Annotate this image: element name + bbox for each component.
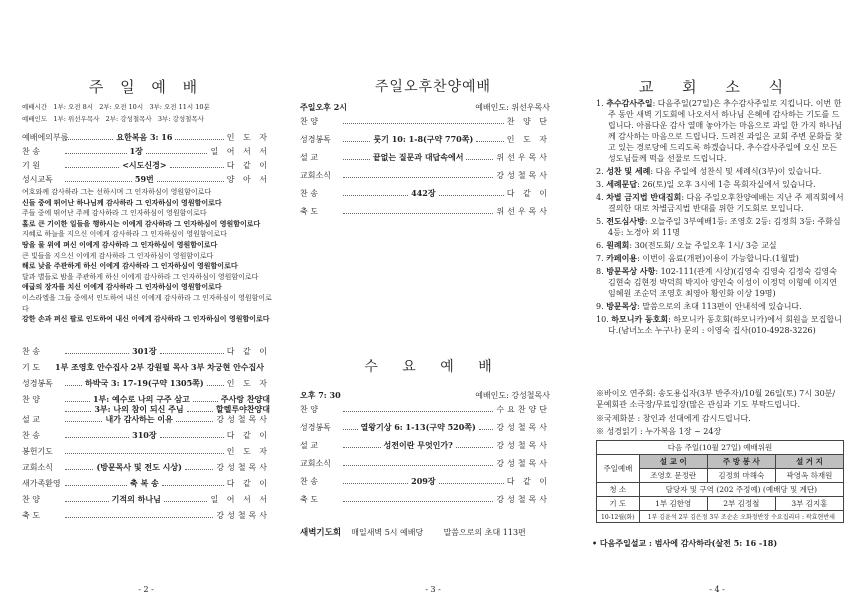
order-label: 성경봉독	[22, 379, 53, 388]
news-text: : 다음주일(27일)은 추수감사주일로 지킵니다. 이번 한주 동안 새벽 기도회에 나오셔서 하나님 은혜에 감사하는 기도를 드립니다. 아름다운 감사 열매 놓아가는 마음으로 과일 한 가지 하나님께 감사하는 마음으로 드립니다. 드려진 과일은 교회 주변 문화들 찾고 있는 경로당에 드리도록 하겠습니다. 추수감사주일에 오신 모든 성도님들께 떡을 선물로 드립니다.	[608, 99, 843, 163]
order-item: 209장	[411, 476, 436, 486]
table-rowhead: 주일예배	[597, 455, 640, 483]
order-row	[22, 146, 270, 160]
table-cell: 기 도	[597, 497, 640, 511]
order-label: 설 교	[300, 153, 318, 162]
service-times: 예배시간 1부: 오전 8시 2부: 오전 10시 3부: 오전 11시 10분	[22, 103, 210, 111]
order-label: 성경봉독	[300, 135, 331, 144]
litany-line: 달과 별들로 밤을 주관하게 하신 이에게 감사하라 그 인자하심이 영원함이로다	[22, 272, 259, 281]
news-text: : 26(토)일 오후 3시에 1층 목회자실에서 있습니다.	[637, 180, 816, 189]
leader-dots	[456, 441, 494, 448]
order-row	[22, 414, 270, 430]
leader-dots	[343, 495, 493, 502]
leader-dots	[65, 495, 109, 502]
order-row	[300, 494, 550, 512]
news-key: 차별 금지법 반대집회	[606, 192, 682, 202]
leader-dots	[65, 463, 93, 470]
order-person: 강성철목사	[496, 459, 550, 468]
leader-dots	[343, 153, 370, 160]
leader-dots	[65, 447, 224, 454]
order-person: 다 같 이	[226, 161, 271, 170]
order-row	[300, 188, 550, 206]
order-label: 찬 송	[300, 189, 318, 198]
litany-line: 애굽의 장자를 치신 이에게 감사하라 그 인자하심이 영원함이로다	[22, 282, 222, 292]
page-number: - 3 -	[425, 585, 441, 594]
wednesday-service-title: 수 요 예 배	[364, 359, 502, 375]
order-item: 59번	[134, 174, 154, 184]
table-cell: 담당자 및 구역 (202 주정예) (예배당 및 계단)	[639, 483, 843, 497]
order-person: 강성철목사	[216, 511, 270, 520]
afternoon-leader: 예배인도: 위선우목사	[475, 103, 550, 112]
litany-line: 여호와께 감사하라 그는 선하시며 그 인자하심이 영원함이로다	[22, 188, 212, 196]
leader-dots	[343, 459, 493, 466]
leader-dots	[343, 135, 370, 142]
news-key: 카페이용	[606, 253, 638, 263]
news-item	[596, 253, 844, 264]
leader-dots	[160, 347, 224, 354]
leader-dots	[476, 135, 503, 142]
order-person: 일 어 서 서	[210, 147, 270, 156]
volunteer-table	[596, 440, 844, 523]
order-person: 위선우목사	[496, 207, 550, 216]
table-cell: 청 소	[597, 483, 640, 497]
leader-dots	[343, 189, 408, 196]
church-news-title: 교 회 소 식	[638, 78, 796, 96]
order-label: 찬 양	[300, 117, 318, 126]
order-item: <시도신경>	[122, 160, 167, 170]
leader-dots	[65, 395, 90, 402]
dawn-prayer-time: 매일새벽 5시 예배당	[351, 528, 424, 537]
litany-line: 해로 낮을 주관하게 하신 이에게 감사하라 그 인자하심이 영원함이로다	[22, 261, 238, 271]
choir-name: 할렐루야찬양대	[215, 404, 271, 414]
order-person: 찬 양 단	[506, 117, 550, 126]
wednesday-order	[300, 404, 550, 512]
page-3-column	[292, 0, 574, 608]
news-text: : 하모니카 동호회(하모니카)에서 회원을 모집합니다.(남녀노소 누구나) 문의 : 이영숙 집사(010-4928-3226)	[608, 315, 842, 335]
order-person: 수요찬양단	[496, 405, 550, 414]
leader-dots	[65, 379, 82, 386]
leader-dots	[162, 479, 224, 486]
order-row	[300, 170, 550, 188]
order-label: 설 교	[22, 415, 40, 424]
leader-dots	[343, 423, 358, 430]
order-row	[300, 422, 550, 440]
news-text: : 오늘주일 3부예배1등: 조영호 2등: 김정희 3등: 주화심 4등: 노경아 외 11명	[608, 217, 841, 237]
litany-line: 이스라엘을 그들 중에서 인도하여 내신 이에게 감사하라 그 인자하심이 영원함이로다	[22, 293, 272, 313]
page-number: - 4 -	[709, 585, 725, 594]
order-label: 교회소식	[300, 171, 331, 180]
news-key: 세례문답	[606, 179, 638, 189]
order-item: 내가 감사하는 이유	[105, 414, 173, 424]
order-row	[22, 462, 270, 478]
table-cell: 곽영옥 하재원	[775, 469, 843, 483]
next-sermon: • 다음주일설교 : 범사에 감사하라(살전 5: 16 -18)	[592, 538, 778, 548]
leader-dots	[65, 415, 102, 422]
order-person: 강성철목사	[496, 171, 550, 180]
order-label: 교회소식	[22, 463, 53, 472]
order-label: 찬 송	[22, 147, 40, 156]
order-of-service-2	[22, 346, 270, 526]
order-item: 442장	[411, 188, 436, 198]
order-row	[300, 152, 550, 170]
news-key: 추수감사주일	[606, 98, 653, 108]
afternoon-order	[300, 116, 550, 224]
table-cell: 조영호 문정란	[639, 469, 707, 483]
news-number: 7.	[596, 254, 604, 263]
order-row	[22, 174, 270, 188]
order-row	[300, 440, 550, 458]
responsive-reading	[22, 187, 272, 325]
news-key: 하모니카 동호회	[611, 314, 669, 324]
choir-row	[22, 394, 270, 414]
wednesday-time: 오후 7: 30	[300, 390, 341, 400]
news-item	[596, 266, 844, 299]
order-label: 예배에의부름	[22, 133, 69, 142]
order-item: 하박국 3: 17-19(구약 1305쪽)	[85, 378, 204, 388]
order-of-service-1	[22, 132, 270, 188]
order-item: 축 복 송	[129, 478, 159, 488]
order-label: 성경봉독	[300, 423, 331, 432]
order-label: 찬 송	[22, 431, 40, 440]
order-person: 양 아 서	[226, 175, 270, 184]
news-number: 10.	[596, 315, 609, 324]
afternoon-service-title: 주일오후찬양예배	[374, 79, 492, 95]
order-item: 기적의 하나님	[111, 494, 161, 504]
news-text: : 다음 주일오후찬양예배는 지난 주 제직회에서 결의한 대로 차별금지법 반대를 위한 기도회로 모입니다.	[608, 193, 844, 213]
news-text: : 30(전도회/ 오늘 주일오후 1시/ 3층 교실	[629, 241, 777, 250]
table-cell: 2부 김정철	[707, 497, 775, 511]
news-number: 2.	[596, 167, 604, 176]
news-key: 성찬 및 세례	[606, 166, 651, 176]
order-person: 강성철목사	[496, 423, 550, 432]
order-label: 교회소식	[300, 459, 331, 468]
litany-line: 주들 중에 뛰어난 주께 감사하라 그 인자하심이 영원함이로다	[22, 209, 207, 218]
news-text: : 다음 주일에 성찬식 및 세례식(3부)이 있습니다.	[650, 167, 822, 176]
order-label: 새가족환영	[22, 479, 61, 488]
leader-dots	[146, 147, 208, 154]
order-person: 인 도 자	[226, 379, 271, 388]
litany-line: 신들 중에 뛰어난 하나님께 감사하라 그 인자하심이 영원함이로다	[22, 197, 222, 207]
news-item	[596, 179, 844, 190]
order-label: 기 원	[22, 161, 40, 170]
litany-line: 큰 빛들을 지으신 이에게 감사하라 그 인자하심이 영원함이로다	[22, 251, 214, 260]
order-row	[22, 494, 270, 510]
order-item: 열왕기상 6: 1-13(구약 520쪽)	[360, 422, 476, 432]
service-leaders: 예배인도 1부: 위선우목사 2부: 강성철목사 3부: 강성철목사	[22, 115, 204, 123]
order-row	[22, 430, 270, 446]
order-item: 룻기 10: 1-8(구약 770쪽)	[373, 134, 474, 144]
leader-dots	[479, 423, 494, 430]
order-person: 다 같 이	[506, 477, 550, 486]
table-cell: 3부 김지홍	[775, 497, 843, 511]
sunday-service-title: 주 일 예 배	[88, 78, 204, 96]
page-4-column	[574, 0, 860, 608]
table-cell: 김정희 마해숙	[707, 469, 775, 483]
dawn-prayer	[300, 526, 550, 538]
bible-reading: ※ 성경읽기 : 누가복음 1장 ~ 24장	[596, 427, 722, 436]
leader-dots	[65, 479, 127, 486]
table-header: 주 방 봉 사	[707, 455, 775, 469]
concert-notice: ※바이오 연주회: 송도용십자(3부 반주자)/10월 26일(토) 7시 30분/ 문예회관 소극장/무료입장(많은 관심과 기도 부탁드립니다.	[596, 389, 836, 409]
order-row	[22, 378, 270, 394]
order-person: 다 같 이	[506, 189, 550, 198]
order-item: 1장	[129, 146, 143, 156]
dawn-prayer-leader: 말씀으로의 초대 113편	[443, 528, 526, 537]
order-row	[300, 476, 550, 494]
leader-dots	[65, 511, 213, 518]
order-label: 축 도	[22, 511, 40, 520]
order-label: 찬 송	[22, 347, 40, 356]
news-item	[596, 166, 844, 177]
news-item	[596, 314, 844, 336]
leader-dots	[343, 405, 493, 412]
order-item: 310장	[132, 430, 157, 440]
leader-dots	[65, 405, 91, 412]
news-item	[596, 240, 844, 251]
order-person: 다 같 이	[226, 347, 270, 356]
order-item: 성전이란 무엇인가?	[383, 440, 453, 450]
leader-dots	[193, 395, 218, 402]
order-person: 강성철목사	[496, 495, 550, 504]
order-label: 찬 송	[300, 477, 318, 486]
news-item	[596, 192, 844, 214]
afternoon-time: 주일오후 2시	[300, 102, 347, 112]
dawn-prayer-name: 새벽기도회	[300, 528, 342, 538]
leader-dots	[343, 477, 408, 484]
leader-dots	[187, 405, 213, 412]
news-number: 5.	[596, 217, 604, 226]
order-label: 봉헌기도	[22, 447, 53, 456]
news-text: : 이번이 음료(개편)이용이 가능합니다.(1월말)	[637, 254, 799, 263]
news-key: 방문목상 사항	[606, 266, 656, 276]
leader-dots	[343, 117, 504, 124]
leader-dots	[65, 431, 129, 438]
news-item	[596, 216, 844, 238]
order-person: 위선우목사	[496, 153, 550, 162]
news-number: 6.	[596, 241, 604, 250]
news-key: 전도심사방	[606, 216, 645, 226]
order-person: 다 같 이	[226, 479, 271, 488]
leader-dots	[65, 175, 132, 182]
order-label: 찬 양	[22, 495, 40, 504]
news-number: 8.	[596, 267, 604, 276]
table-cell: 1부 김한영	[639, 497, 707, 511]
wednesday-service-header	[300, 390, 550, 401]
wednesday-leader: 예배인도: 강성철목사	[475, 391, 550, 400]
order-item: 요한복음 3: 16	[116, 132, 173, 142]
order-person: 강성철목사	[216, 415, 271, 424]
news-item	[596, 98, 844, 164]
leader-dots	[207, 379, 224, 386]
order-row	[300, 404, 550, 422]
order-row	[22, 132, 270, 146]
order-item: 끝없는 질문과 대답속에서	[372, 152, 464, 162]
news-item	[596, 301, 844, 312]
order-person: 인 도 자	[506, 135, 550, 144]
afternoon-service-header	[300, 102, 550, 113]
order-item: (방문목사 및 전도 시상)	[96, 462, 182, 472]
order-row	[300, 134, 550, 152]
leader-dots	[170, 161, 224, 168]
leader-dots	[439, 189, 504, 196]
page-2-column	[0, 0, 292, 608]
table-header: 설 거 지	[775, 455, 843, 469]
order-item: 1부 조영호 안수집사 2부 강원필 목사 3부 차궁현 안수집사	[55, 362, 264, 372]
news-number: 4.	[596, 193, 604, 202]
order-label: 설 교	[300, 441, 318, 450]
page-number: - 2 -	[138, 585, 154, 594]
litany-line: 홀로 큰 기이한 일들을 행하시는 이에게 감사하라 그 인자하심이 영원함이로다	[22, 218, 261, 228]
leader-dots	[466, 153, 493, 160]
leader-dots	[185, 463, 213, 470]
choir-name: 주사랑 찬양대	[220, 394, 271, 404]
order-item: 3부: 나의 참이 되신 주님	[94, 404, 184, 414]
leader-dots	[343, 207, 493, 214]
leader-dots	[160, 431, 224, 438]
order-label: 찬 양	[22, 395, 40, 404]
order-person: 인 도 자	[226, 447, 270, 456]
order-person: 강성철목사	[496, 441, 550, 450]
leader-dots	[343, 171, 493, 178]
news-key: 방문목상	[606, 301, 638, 311]
leader-dots	[65, 133, 113, 140]
order-row	[22, 446, 270, 462]
order-row	[22, 160, 270, 174]
leader-dots	[176, 415, 213, 422]
order-row	[22, 346, 270, 362]
litany-line: 지혜로 하늘을 지으신 이에게 감사하라 그 인자하심이 영원함이로다	[22, 230, 227, 239]
order-label: 찬 양	[300, 405, 318, 414]
table-cell: 1부 김윤석 2부 김은정 3부 조순손 오화정반장 수요집리더 : 곽효현반세	[639, 511, 843, 523]
table-cell: 10-12월(화)	[597, 511, 640, 523]
order-person: 일 어 서 서	[210, 495, 271, 504]
order-label: 축 도	[300, 495, 318, 504]
order-label: 성시교독	[22, 175, 53, 184]
table-header: 설 교 이	[639, 455, 707, 469]
order-row	[22, 362, 270, 378]
news-number: 3.	[596, 180, 604, 189]
leader-dots	[439, 477, 504, 484]
news-number: 1.	[596, 99, 604, 108]
order-row	[300, 458, 550, 476]
order-row	[300, 116, 550, 134]
leader-dots	[343, 441, 381, 448]
flower-notice: ※국제화분 : 창인과 선대에게 감시드립니다.	[596, 414, 751, 423]
litany-line: 강한 손과 펴신 팔로 인도하여 내신 이에게 감사하라 그 인자하심이 영원함이로다	[22, 314, 270, 324]
litany-line: 땅을 물 위에 펴신 이에게 감사하라 그 인자하심이 영원함이로다	[22, 239, 218, 249]
leader-dots	[164, 495, 208, 502]
news-list	[596, 98, 844, 338]
leader-dots	[65, 161, 119, 168]
leader-dots	[65, 147, 127, 154]
news-number: 9.	[596, 302, 604, 311]
order-person: 강성철목사	[216, 463, 270, 472]
order-label: 기 도	[22, 363, 40, 372]
table-caption: 다음 주일(10월 27일) 예배위원	[597, 441, 844, 455]
news-text: : 102-111(관계 시상)(김영숙 김영숙 김정숙 김영숙 김현숙 김현정 박덕희 박지아 양인숙 이성이 이정덕 이형예 이지연 임혜원 조순덕 조영호 최영아 황인화 이상 19명)	[608, 267, 838, 298]
news-text: : 말씀으로의 초대 113편이 안내석에 있습니다.	[637, 302, 802, 311]
news-key: 원례회	[606, 240, 630, 250]
order-person: 인 도 자	[226, 133, 271, 142]
order-row	[300, 206, 550, 224]
order-item: 1부: 예수로 나의 구주 삼고	[92, 394, 190, 404]
order-label: 축 도	[300, 207, 318, 216]
leader-dots	[157, 175, 224, 182]
leader-dots	[65, 347, 129, 354]
order-row	[22, 510, 270, 526]
order-item: 301장	[132, 346, 157, 356]
order-row	[22, 478, 270, 494]
order-person: 다 같 이	[226, 431, 270, 440]
leader-dots	[175, 133, 223, 140]
